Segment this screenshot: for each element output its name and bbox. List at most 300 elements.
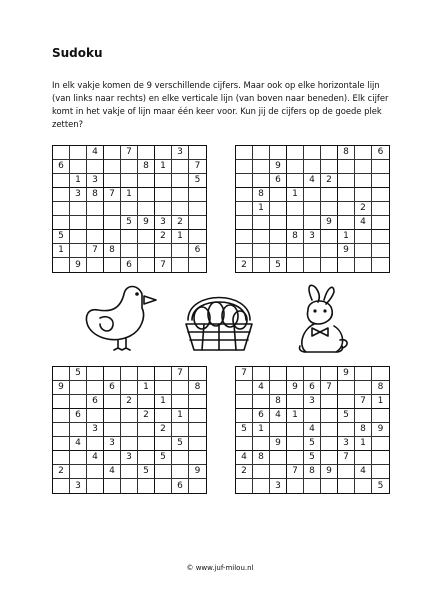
sudoku-cell bbox=[155, 479, 172, 493]
sudoku-cell bbox=[253, 230, 270, 244]
sudoku-cell: 5 bbox=[155, 451, 172, 465]
sudoku-cell: 9 bbox=[321, 465, 338, 479]
sudoku-cell bbox=[172, 188, 189, 202]
sudoku-cell bbox=[372, 160, 389, 174]
sudoku-cell: 3 bbox=[304, 395, 321, 409]
sudoku-cell bbox=[338, 160, 355, 174]
sudoku-cell: 1 bbox=[155, 160, 172, 174]
sudoku-cell bbox=[253, 437, 270, 451]
sudoku-cell bbox=[304, 244, 321, 258]
sudoku-cell: 8 bbox=[104, 244, 121, 258]
sudoku-cell bbox=[87, 465, 104, 479]
sudoku-grid-1 bbox=[52, 145, 207, 273]
sudoku-cell: 9 bbox=[70, 258, 87, 272]
sudoku-cell bbox=[372, 437, 389, 451]
sudoku-cell bbox=[104, 395, 121, 409]
sudoku-cell: 4 bbox=[355, 216, 372, 230]
sudoku-cell bbox=[121, 479, 138, 493]
sudoku-cell bbox=[53, 174, 70, 188]
sudoku-cell bbox=[270, 367, 287, 381]
sudoku-cell bbox=[338, 188, 355, 202]
sudoku-grid-4 bbox=[235, 366, 390, 494]
sudoku-cell bbox=[355, 258, 372, 272]
sudoku-cell bbox=[70, 244, 87, 258]
sudoku-cell bbox=[138, 451, 155, 465]
sudoku-cell: 3 bbox=[338, 437, 355, 451]
sudoku-cell bbox=[236, 479, 253, 493]
sudoku-cell bbox=[236, 146, 253, 160]
sudoku-cell bbox=[189, 451, 206, 465]
sudoku-cell: 1 bbox=[287, 188, 304, 202]
sudoku-cell: 2 bbox=[236, 465, 253, 479]
sudoku-cell bbox=[253, 258, 270, 272]
sudoku-cell bbox=[355, 146, 372, 160]
sudoku-cell: 6 bbox=[70, 409, 87, 423]
sudoku-cell bbox=[87, 367, 104, 381]
sudoku-cell bbox=[87, 381, 104, 395]
sudoku-cell: 2 bbox=[155, 423, 172, 437]
sudoku-cell bbox=[253, 395, 270, 409]
sudoku-cell bbox=[155, 437, 172, 451]
sudoku-cell: 3 bbox=[155, 216, 172, 230]
sudoku-cell bbox=[138, 479, 155, 493]
sudoku-cell bbox=[321, 451, 338, 465]
sudoku-cell bbox=[87, 409, 104, 423]
sudoku-cell bbox=[70, 465, 87, 479]
sudoku-cell bbox=[321, 395, 338, 409]
sudoku-cell bbox=[138, 146, 155, 160]
sudoku-grid-2 bbox=[235, 145, 390, 273]
sudoku-cell: 5 bbox=[304, 451, 321, 465]
sudoku-cell bbox=[338, 465, 355, 479]
sudoku-cell bbox=[253, 465, 270, 479]
sudoku-cell: 8 bbox=[338, 146, 355, 160]
sudoku-cell bbox=[138, 437, 155, 451]
sudoku-cell bbox=[355, 451, 372, 465]
sudoku-cell bbox=[355, 160, 372, 174]
sudoku-cell: 6 bbox=[372, 146, 389, 160]
sudoku-cell: 1 bbox=[172, 230, 189, 244]
sudoku-cell: 7 bbox=[189, 160, 206, 174]
sudoku-cell bbox=[53, 479, 70, 493]
sudoku-cell bbox=[121, 437, 138, 451]
sudoku-cell: 8 bbox=[138, 160, 155, 174]
sudoku-cell bbox=[87, 202, 104, 216]
sudoku-cell: 2 bbox=[53, 465, 70, 479]
sudoku-cell bbox=[372, 465, 389, 479]
sudoku-cell bbox=[138, 367, 155, 381]
sudoku-cell: 3 bbox=[270, 479, 287, 493]
sudoku-cell bbox=[104, 258, 121, 272]
sudoku-cell bbox=[53, 423, 70, 437]
sudoku-cell: 4 bbox=[104, 465, 121, 479]
sudoku-cell bbox=[189, 202, 206, 216]
sudoku-cell bbox=[253, 174, 270, 188]
sudoku-cell bbox=[270, 202, 287, 216]
sudoku-cell: 9 bbox=[338, 244, 355, 258]
sudoku-cell: 6 bbox=[87, 395, 104, 409]
sudoku-cell bbox=[270, 230, 287, 244]
sudoku-cell bbox=[270, 146, 287, 160]
sudoku-cell bbox=[189, 230, 206, 244]
sudoku-cell bbox=[87, 160, 104, 174]
sudoku-cell: 5 bbox=[172, 437, 189, 451]
sudoku-cell bbox=[253, 216, 270, 230]
sudoku-cell bbox=[121, 381, 138, 395]
sudoku-cell: 9 bbox=[270, 437, 287, 451]
sudoku-grid-3 bbox=[52, 366, 207, 494]
sudoku-cell: 8 bbox=[87, 188, 104, 202]
sudoku-cell bbox=[236, 202, 253, 216]
sudoku-cell bbox=[287, 395, 304, 409]
sudoku-cell: 2 bbox=[321, 174, 338, 188]
sudoku-cell bbox=[321, 146, 338, 160]
sudoku-cell bbox=[355, 174, 372, 188]
sudoku-cell bbox=[189, 188, 206, 202]
sudoku-cell bbox=[70, 160, 87, 174]
sudoku-cell bbox=[155, 174, 172, 188]
sudoku-cell: 5 bbox=[138, 465, 155, 479]
sudoku-cell bbox=[70, 202, 87, 216]
sudoku-cell: 1 bbox=[155, 395, 172, 409]
sudoku-cell bbox=[53, 367, 70, 381]
sudoku-cell: 9 bbox=[189, 465, 206, 479]
sudoku-cell bbox=[70, 451, 87, 465]
sudoku-cell bbox=[236, 160, 253, 174]
sudoku-cell bbox=[155, 244, 172, 258]
sudoku-cell bbox=[236, 216, 253, 230]
chick-icon bbox=[80, 280, 164, 354]
sudoku-cell: 5 bbox=[270, 258, 287, 272]
sudoku-cell bbox=[321, 437, 338, 451]
sudoku-cell bbox=[121, 202, 138, 216]
sudoku-cell: 8 bbox=[287, 230, 304, 244]
instructions-text: In elk vakje komen de 9 verschillende cijfers. Maar ook op elke horizontale lijn (van links naar rechts) en elke verticale lijn (van boven naar beneden). Elk cijfer komt in het vakje of lijn maar één keer voor. Kun jij de cijfers op de goede plek zetten? bbox=[52, 80, 389, 129]
sudoku-cell bbox=[287, 146, 304, 160]
sudoku-cell bbox=[270, 451, 287, 465]
sudoku-cell bbox=[321, 423, 338, 437]
sudoku-cell: 7 bbox=[236, 367, 253, 381]
sudoku-cell bbox=[189, 146, 206, 160]
sudoku-cell bbox=[53, 258, 70, 272]
sudoku-cell bbox=[287, 244, 304, 258]
sudoku-cell bbox=[304, 216, 321, 230]
sudoku-cell: 5 bbox=[304, 437, 321, 451]
sudoku-cell bbox=[321, 479, 338, 493]
sudoku-cell bbox=[189, 216, 206, 230]
sudoku-cell bbox=[53, 451, 70, 465]
sudoku-cell bbox=[155, 146, 172, 160]
sudoku-cell bbox=[253, 146, 270, 160]
sudoku-cell bbox=[321, 230, 338, 244]
sudoku-cell: 9 bbox=[53, 381, 70, 395]
sudoku-cell: 9 bbox=[338, 367, 355, 381]
sudoku-cell: 7 bbox=[287, 465, 304, 479]
sudoku-cell bbox=[372, 230, 389, 244]
sudoku-cell bbox=[321, 244, 338, 258]
sudoku-cell: 1 bbox=[70, 174, 87, 188]
sudoku-cell bbox=[121, 423, 138, 437]
sudoku-cell bbox=[253, 367, 270, 381]
sudoku-cell: 8 bbox=[355, 423, 372, 437]
sudoku-cell bbox=[338, 202, 355, 216]
sudoku-cell: 7 bbox=[121, 146, 138, 160]
sudoku-cell bbox=[189, 258, 206, 272]
sudoku-cell: 9 bbox=[321, 216, 338, 230]
egg-basket-icon bbox=[178, 280, 260, 354]
sudoku-cell bbox=[121, 160, 138, 174]
sudoku-cell: 2 bbox=[121, 395, 138, 409]
sudoku-cell bbox=[189, 409, 206, 423]
sudoku-cell bbox=[53, 146, 70, 160]
sudoku-cell bbox=[87, 258, 104, 272]
sudoku-cell bbox=[236, 244, 253, 258]
sudoku-cell: 7 bbox=[338, 451, 355, 465]
sudoku-cell bbox=[338, 216, 355, 230]
sudoku-cell: 1 bbox=[287, 409, 304, 423]
sudoku-cell bbox=[121, 244, 138, 258]
sudoku-cell bbox=[87, 437, 104, 451]
sudoku-cell: 1 bbox=[355, 437, 372, 451]
sudoku-cell bbox=[321, 202, 338, 216]
sudoku-cell: 6 bbox=[270, 174, 287, 188]
sudoku-cell bbox=[321, 258, 338, 272]
sudoku-cell bbox=[53, 395, 70, 409]
sudoku-cell bbox=[172, 465, 189, 479]
sudoku-cell: 5 bbox=[70, 367, 87, 381]
sudoku-cell bbox=[338, 174, 355, 188]
sudoku-cell: 9 bbox=[138, 216, 155, 230]
sudoku-cell bbox=[138, 395, 155, 409]
sudoku-cell: 2 bbox=[155, 230, 172, 244]
sudoku-cell: 8 bbox=[253, 188, 270, 202]
sudoku-cell bbox=[287, 258, 304, 272]
sudoku-cell bbox=[321, 409, 338, 423]
sudoku-cell bbox=[70, 216, 87, 230]
sudoku-cell: 7 bbox=[321, 381, 338, 395]
sudoku-cell bbox=[253, 479, 270, 493]
copyright-footer: © www.juf-milou.nl bbox=[186, 564, 254, 572]
sudoku-cell bbox=[70, 230, 87, 244]
sudoku-cell bbox=[321, 160, 338, 174]
sudoku-cell: 7 bbox=[104, 188, 121, 202]
sudoku-cell bbox=[372, 367, 389, 381]
sudoku-cell bbox=[338, 381, 355, 395]
sudoku-cell: 4 bbox=[70, 437, 87, 451]
sudoku-cell: 1 bbox=[338, 230, 355, 244]
sudoku-cell bbox=[270, 423, 287, 437]
page-title: Sudoku bbox=[52, 46, 103, 60]
sudoku-cell: 2 bbox=[138, 409, 155, 423]
sudoku-cell bbox=[155, 465, 172, 479]
sudoku-cell: 8 bbox=[270, 395, 287, 409]
sudoku-cell bbox=[372, 216, 389, 230]
sudoku-cell: 2 bbox=[172, 216, 189, 230]
sudoku-cell: 4 bbox=[304, 423, 321, 437]
sudoku-cell bbox=[121, 465, 138, 479]
sudoku-cell bbox=[372, 258, 389, 272]
sudoku-cell bbox=[155, 188, 172, 202]
sudoku-cell bbox=[155, 381, 172, 395]
sudoku-cell bbox=[189, 479, 206, 493]
sudoku-cell bbox=[236, 230, 253, 244]
sudoku-cell: 5 bbox=[338, 409, 355, 423]
sudoku-cell bbox=[287, 174, 304, 188]
sudoku-cell bbox=[121, 409, 138, 423]
sudoku-cell bbox=[189, 367, 206, 381]
sudoku-cell bbox=[372, 409, 389, 423]
sudoku-cell bbox=[70, 395, 87, 409]
sudoku-cell bbox=[53, 202, 70, 216]
sudoku-cell: 9 bbox=[270, 160, 287, 174]
sudoku-cell bbox=[287, 202, 304, 216]
sudoku-cell bbox=[104, 160, 121, 174]
sudoku-cell: 1 bbox=[138, 381, 155, 395]
sudoku-cell bbox=[236, 174, 253, 188]
sudoku-cell bbox=[304, 367, 321, 381]
sudoku-cell: 6 bbox=[104, 381, 121, 395]
sudoku-cell bbox=[236, 437, 253, 451]
sudoku-cell bbox=[338, 479, 355, 493]
sudoku-cell bbox=[270, 244, 287, 258]
sudoku-cell bbox=[304, 409, 321, 423]
sudoku-cell: 1 bbox=[253, 202, 270, 216]
sudoku-cell bbox=[287, 437, 304, 451]
sudoku-cell bbox=[287, 479, 304, 493]
sudoku-cell: 7 bbox=[87, 244, 104, 258]
sudoku-cell bbox=[104, 479, 121, 493]
sudoku-cell bbox=[304, 202, 321, 216]
sudoku-cell bbox=[53, 188, 70, 202]
sudoku-cell bbox=[87, 230, 104, 244]
sudoku-cell bbox=[70, 146, 87, 160]
sudoku-cell bbox=[372, 202, 389, 216]
sudoku-cell bbox=[253, 244, 270, 258]
sudoku-cell: 3 bbox=[304, 230, 321, 244]
sudoku-cell bbox=[104, 367, 121, 381]
sudoku-cell: 1 bbox=[253, 423, 270, 437]
sudoku-cell: 4 bbox=[87, 451, 104, 465]
sudoku-cell: 6 bbox=[189, 244, 206, 258]
sudoku-cell bbox=[138, 244, 155, 258]
sudoku-cell bbox=[87, 216, 104, 230]
sudoku-cell bbox=[270, 188, 287, 202]
sudoku-cell bbox=[104, 216, 121, 230]
sudoku-cell bbox=[304, 160, 321, 174]
sudoku-cell bbox=[236, 409, 253, 423]
sudoku-cell bbox=[287, 160, 304, 174]
sudoku-cell bbox=[338, 258, 355, 272]
sudoku-cell bbox=[304, 188, 321, 202]
sudoku-cell: 3 bbox=[70, 188, 87, 202]
sudoku-cell bbox=[172, 381, 189, 395]
sudoku-cell bbox=[355, 367, 372, 381]
sudoku-cell bbox=[104, 230, 121, 244]
sudoku-cell bbox=[172, 244, 189, 258]
sudoku-cell bbox=[236, 188, 253, 202]
sudoku-cell bbox=[355, 230, 372, 244]
sudoku-cell bbox=[172, 395, 189, 409]
sudoku-cell bbox=[287, 216, 304, 230]
sudoku-cell bbox=[189, 437, 206, 451]
sudoku-cell bbox=[155, 202, 172, 216]
sudoku-cell: 3 bbox=[70, 479, 87, 493]
sudoku-cell: 9 bbox=[372, 423, 389, 437]
sudoku-cell bbox=[287, 367, 304, 381]
sudoku-cell: 2 bbox=[236, 258, 253, 272]
sudoku-cell bbox=[104, 202, 121, 216]
sudoku-cell bbox=[172, 174, 189, 188]
sudoku-cell bbox=[121, 367, 138, 381]
sudoku-cell bbox=[372, 188, 389, 202]
sudoku-cell: 4 bbox=[304, 174, 321, 188]
sudoku-cell bbox=[87, 479, 104, 493]
sudoku-cell bbox=[189, 423, 206, 437]
sudoku-cell: 3 bbox=[172, 146, 189, 160]
sudoku-cell bbox=[138, 230, 155, 244]
sudoku-cell: 4 bbox=[253, 381, 270, 395]
sudoku-cell bbox=[104, 409, 121, 423]
sudoku-cell bbox=[338, 395, 355, 409]
sudoku-cell bbox=[372, 451, 389, 465]
sudoku-cell: 2 bbox=[355, 202, 372, 216]
sudoku-cell bbox=[304, 146, 321, 160]
sudoku-cell bbox=[172, 258, 189, 272]
sudoku-cell: 5 bbox=[53, 230, 70, 244]
sudoku-cell bbox=[355, 244, 372, 258]
sudoku-cell bbox=[321, 367, 338, 381]
sudoku-cell bbox=[287, 451, 304, 465]
sudoku-cell bbox=[155, 409, 172, 423]
sudoku-cell bbox=[253, 160, 270, 174]
sudoku-cell bbox=[236, 381, 253, 395]
sudoku-cell bbox=[70, 423, 87, 437]
sudoku-cell: 5 bbox=[236, 423, 253, 437]
sudoku-cell: 3 bbox=[87, 174, 104, 188]
sudoku-cell: 7 bbox=[155, 258, 172, 272]
sudoku-cell bbox=[236, 395, 253, 409]
sudoku-cell: 8 bbox=[189, 381, 206, 395]
sudoku-cell bbox=[172, 451, 189, 465]
sudoku-cell: 6 bbox=[121, 258, 138, 272]
sudoku-cell bbox=[155, 367, 172, 381]
sudoku-cell bbox=[138, 258, 155, 272]
sudoku-cell bbox=[338, 423, 355, 437]
sudoku-cell: 1 bbox=[172, 409, 189, 423]
sudoku-cell bbox=[121, 230, 138, 244]
sudoku-cell bbox=[138, 423, 155, 437]
sudoku-cell: 4 bbox=[355, 465, 372, 479]
sudoku-cell: 6 bbox=[304, 381, 321, 395]
sudoku-cell bbox=[138, 188, 155, 202]
sudoku-cell bbox=[270, 381, 287, 395]
sudoku-cell: 1 bbox=[121, 188, 138, 202]
sudoku-cell: 7 bbox=[355, 395, 372, 409]
sudoku-cell bbox=[104, 451, 121, 465]
sudoku-cell: 4 bbox=[87, 146, 104, 160]
sudoku-cell bbox=[355, 479, 372, 493]
sudoku-cell bbox=[355, 188, 372, 202]
sudoku-cell bbox=[355, 409, 372, 423]
sudoku-cell bbox=[104, 146, 121, 160]
sudoku-cell: 3 bbox=[104, 437, 121, 451]
sudoku-cell bbox=[172, 202, 189, 216]
sudoku-cell: 6 bbox=[172, 479, 189, 493]
sudoku-cell bbox=[355, 381, 372, 395]
sudoku-cell: 5 bbox=[377, 480, 384, 491]
sudoku-cell bbox=[189, 395, 206, 409]
sudoku-cell: 3 bbox=[121, 451, 138, 465]
